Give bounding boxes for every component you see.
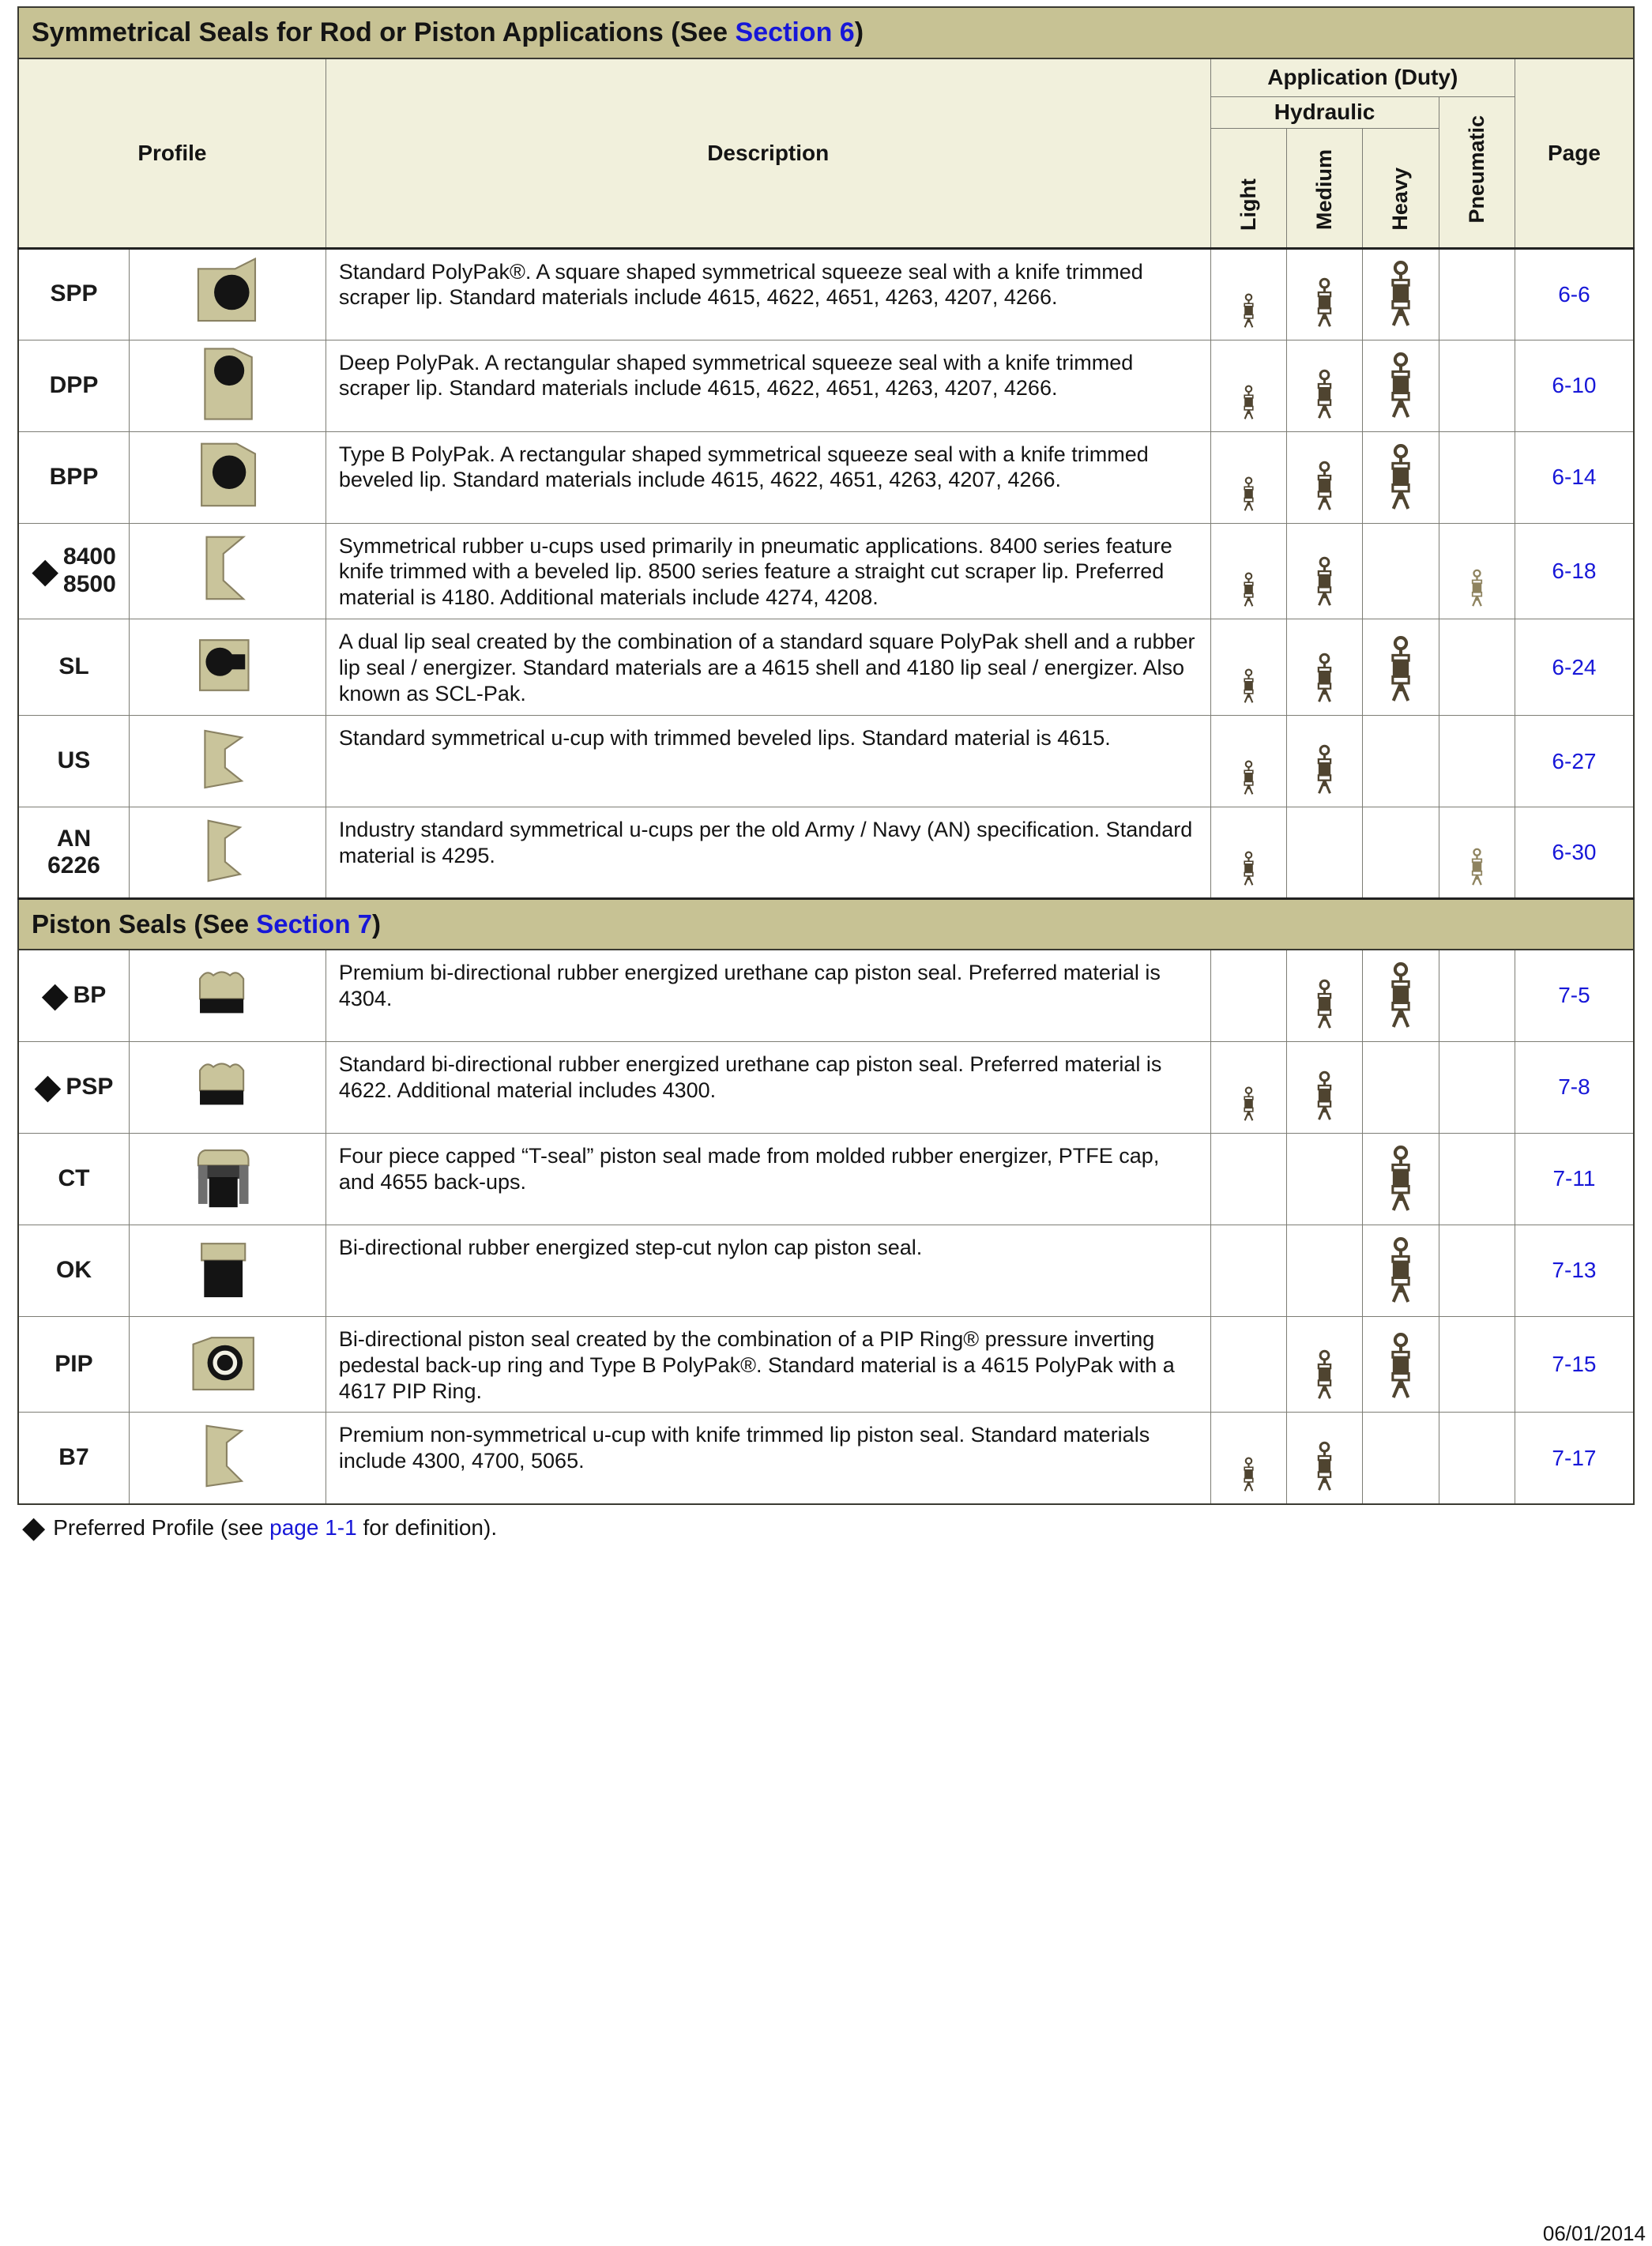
medium-duty-cylinder-icon — [1311, 1349, 1338, 1401]
section-6-link[interactable]: Section 6 — [735, 17, 855, 47]
heavy-duty-cylinder-icon — [1383, 961, 1418, 1031]
page-cell — [1515, 716, 1634, 807]
duty-heavy-cell — [1363, 716, 1439, 807]
page-link[interactable]: 6-24 — [1552, 654, 1597, 679]
page-cell — [1515, 431, 1634, 523]
symmetrical-seals-title-bar — [17, 6, 1635, 58]
duty-light-cell — [1210, 1316, 1286, 1413]
date-stamp: 06/01/2014 — [1542, 2222, 1646, 2245]
profile-description: Standard symmetrical u-cup with trimmed beveled lips. Standard material is 4615. — [338, 726, 1111, 751]
duty-heavy-cell — [1363, 1413, 1439, 1504]
table-row — [18, 1316, 1634, 1413]
duty-heavy-cell — [1363, 1316, 1439, 1413]
page-link[interactable]: 7-15 — [1552, 1352, 1597, 1377]
preferred-diamond-icon: ◆ — [32, 551, 59, 590]
medium-duty-cylinder-icon — [1311, 979, 1338, 1031]
heavy-duty-cylinder-icon — [1383, 260, 1418, 329]
profile-label: BP — [73, 982, 107, 1009]
page-link[interactable]: 7-17 — [1552, 1445, 1597, 1470]
duty-light-cell — [1210, 340, 1286, 431]
duty-light-cell — [1210, 248, 1286, 340]
profile-label-cell — [18, 619, 129, 716]
profile-description: Premium non-symmetrical u-cup with knife trimmed lip piston seal. Standard materials include 4300, 4700, 5065. — [338, 1423, 1150, 1473]
profile-description-cell — [326, 807, 1210, 899]
duty-pneumatic-cell — [1439, 1041, 1515, 1133]
profile-label: PSP — [66, 1073, 114, 1100]
table-row — [18, 1133, 1634, 1225]
profile-label: AN 6226 — [47, 825, 100, 879]
profile-image-cell — [129, 1225, 326, 1316]
duty-heavy-cell — [1363, 807, 1439, 899]
profile-label-cell — [18, 807, 129, 899]
profile-label-cell — [18, 1413, 129, 1504]
profile-image-cell — [129, 1413, 326, 1504]
header-hydraulic: Hydraulic — [1210, 96, 1439, 128]
duty-light-cell — [1210, 523, 1286, 619]
profile-label: B7 — [58, 1444, 89, 1471]
preferred-diamond-icon: ◆ — [41, 976, 69, 1015]
table-row — [18, 950, 1634, 1041]
profile-description: Symmetrical rubber u-cups used primarily in pneumatic applications. 8400 series feature knife trimmed with a beveled lip. 8500 series feature a straight cut scraper lip. Preferred material is 4180. Additional materials include 4274, 4208. — [338, 533, 1172, 610]
page-cell — [1515, 807, 1634, 899]
table-row — [18, 523, 1634, 619]
heavy-duty-cylinder-icon — [1383, 635, 1418, 705]
table-row — [18, 1225, 1634, 1316]
profile-description-cell — [326, 950, 1210, 1041]
page-link[interactable]: 6-14 — [1552, 465, 1597, 489]
medium-duty-cylinder-icon — [1311, 1441, 1338, 1493]
profile-description: Standard bi-directional rubber energized urethane cap piston seal. Preferred material is 4622. Additional material includes 4300. — [338, 1052, 1162, 1102]
duty-medium-cell — [1286, 1041, 1362, 1133]
8400-8500-profile-icon — [164, 527, 291, 611]
profile-image-cell — [129, 1041, 326, 1133]
profile-image-cell — [129, 1316, 326, 1413]
light-duty-cylinder-icon — [1240, 760, 1258, 796]
table-row — [18, 340, 1634, 431]
light-duty-cylinder-icon — [1240, 1457, 1258, 1493]
piston-seals-section-bar — [18, 899, 1634, 950]
profile-label-cell — [18, 431, 129, 523]
table-row — [18, 619, 1634, 716]
profile-image-cell — [129, 431, 326, 523]
footer-text: Preferred Profile (see page 1-1 for definition). — [53, 1514, 498, 1540]
page-cell — [1515, 1133, 1634, 1225]
duty-heavy-cell — [1363, 1133, 1439, 1225]
profile-description-cell — [326, 1225, 1210, 1316]
profile-description: Deep PolyPak. A rectangular shaped symmetrical squeeze seal with a knife trimmed scraper lip. Standard materials include 4615, 4622, 4651, 4263, 4207, 4266. — [338, 350, 1134, 401]
medium-duty-cylinder-icon — [1311, 1070, 1338, 1123]
profile-description: Four piece capped “T-seal” piston seal made from molded rubber energizer, PTFE cap, and 4655 back-ups. — [338, 1143, 1160, 1194]
duty-medium-cell — [1286, 619, 1362, 716]
profile-description: Industry standard symmetrical u-cups per the old Army / Navy (AN) specification. Standard material is 4295. — [338, 818, 1193, 868]
sl-profile-icon — [164, 623, 291, 707]
duty-pneumatic-cell — [1439, 431, 1515, 523]
profile-label-cell — [18, 248, 129, 340]
duty-heavy-cell — [1363, 1041, 1439, 1133]
an-6226-profile-icon — [164, 809, 291, 893]
duty-medium-cell — [1286, 1316, 1362, 1413]
page-link[interactable]: 7-11 — [1552, 1166, 1596, 1191]
profile-description: Bi-directional rubber energized step-cut nylon cap piston seal. — [338, 1235, 923, 1259]
duty-medium-cell — [1286, 248, 1362, 340]
profile-image-cell — [129, 523, 326, 619]
table-row — [18, 807, 1634, 899]
pneumatic-duty-cylinder-icon — [1467, 569, 1487, 608]
page-cell — [1515, 1041, 1634, 1133]
duty-heavy-cell — [1363, 950, 1439, 1041]
header-light: Light — [1210, 128, 1286, 248]
page-link[interactable]: 6-18 — [1552, 558, 1597, 583]
duty-pneumatic-cell — [1439, 523, 1515, 619]
profile-description-cell — [326, 523, 1210, 619]
profile-description-cell — [326, 619, 1210, 716]
rod-piston-rows — [18, 248, 1634, 899]
page-1-1-link[interactable]: page 1-1 — [269, 1514, 357, 1540]
page-cell — [1515, 340, 1634, 431]
page-cell — [1515, 1316, 1634, 1413]
profile-description: Bi-directional piston seal created by the combination of a PIP Ring® pressure inverting pedestal back-up ring and Type B PolyPak®. Standard material is a 4615 PolyPak with a 4617 PIP Ring. — [338, 1326, 1175, 1403]
header-description: Description — [326, 58, 1210, 248]
light-duty-cylinder-icon — [1240, 572, 1258, 608]
profile-label-cell — [18, 523, 129, 619]
duty-pneumatic-cell — [1439, 1316, 1515, 1413]
heavy-duty-cylinder-icon — [1383, 1332, 1418, 1401]
light-duty-cylinder-icon — [1240, 385, 1258, 421]
heavy-duty-cylinder-icon — [1383, 1236, 1418, 1306]
profile-label: BPP — [49, 463, 99, 490]
profile-image-cell — [129, 1133, 326, 1225]
light-duty-cylinder-icon — [1240, 668, 1258, 705]
header-heavy: Heavy — [1363, 128, 1439, 248]
duty-heavy-cell — [1363, 523, 1439, 619]
table-row — [18, 431, 1634, 523]
duty-medium-cell — [1286, 807, 1362, 899]
duty-heavy-cell — [1363, 431, 1439, 523]
piston-seals-section — [18, 899, 1634, 950]
piston-title-suffix: ) — [372, 909, 382, 939]
profile-image-cell — [129, 716, 326, 807]
profile-description: Type B PolyPak. A rectangular shaped symmetrical squeeze seal with a knife trimmed beveled lip. Standard materials include 4615, 4622, 4651, 4263, 4207, 4266. — [338, 442, 1149, 492]
duty-pneumatic-cell — [1439, 1413, 1515, 1504]
duty-pneumatic-cell — [1439, 716, 1515, 807]
table-row — [18, 1041, 1634, 1133]
duty-heavy-cell — [1363, 1225, 1439, 1316]
seal-selection-table — [17, 58, 1635, 1505]
profile-image-cell — [129, 340, 326, 431]
profile-description-cell — [326, 340, 1210, 431]
profile-image-cell — [129, 248, 326, 340]
page-cell — [1515, 1413, 1634, 1504]
duty-heavy-cell — [1363, 619, 1439, 716]
profile-label-cell — [18, 1316, 129, 1413]
page-link[interactable]: 6-10 — [1552, 373, 1597, 397]
profile-label: 8400 8500 — [63, 544, 116, 597]
profile-description-cell — [326, 431, 1210, 523]
table-header — [18, 58, 1634, 248]
profile-label-cell — [18, 340, 129, 431]
profile-label: CT — [58, 1164, 90, 1191]
profile-description-cell — [326, 1413, 1210, 1504]
duty-pneumatic-cell — [1439, 248, 1515, 340]
duty-light-cell — [1210, 1133, 1286, 1225]
duty-light-cell — [1210, 716, 1286, 807]
duty-pneumatic-cell — [1439, 950, 1515, 1041]
piston-rows — [18, 950, 1634, 1504]
profile-label-cell — [18, 1133, 129, 1225]
duty-pneumatic-cell — [1439, 1225, 1515, 1316]
duty-pneumatic-cell — [1439, 619, 1515, 716]
page-cell — [1515, 1225, 1634, 1316]
duty-light-cell — [1210, 1041, 1286, 1133]
profile-label: SPP — [50, 280, 98, 307]
duty-pneumatic-cell — [1439, 807, 1515, 899]
profile-image-cell — [129, 619, 326, 716]
duty-light-cell — [1210, 807, 1286, 899]
page-link[interactable]: 6-6 — [1558, 281, 1590, 307]
medium-duty-cylinder-icon — [1311, 744, 1338, 796]
medium-duty-cylinder-icon — [1311, 369, 1338, 421]
light-duty-cylinder-icon — [1240, 851, 1258, 887]
header-page: Page — [1515, 58, 1634, 248]
duty-heavy-cell — [1363, 340, 1439, 431]
title-suffix: ) — [854, 17, 864, 47]
us-profile-icon — [164, 717, 291, 801]
page-link[interactable]: 7-8 — [1558, 1074, 1590, 1100]
profile-image-cell — [129, 950, 326, 1041]
profile-label-cell — [18, 716, 129, 807]
medium-duty-cylinder-icon — [1311, 461, 1338, 513]
profile-description: A dual lip seal created by the combination of a standard square PolyPak shell and a rubber lip seal / energizer. Standard materials are a 4615 shell and 4180 lip seal / energizer. Also known as SCL-Pak. — [338, 630, 1195, 706]
page-link[interactable]: 7-13 — [1552, 1258, 1597, 1283]
profile-label: OK — [55, 1256, 92, 1283]
medium-duty-cylinder-icon — [1311, 653, 1338, 705]
b7-profile-icon — [164, 1414, 291, 1498]
preferred-diamond-icon: ◆ — [22, 1511, 46, 1544]
duty-light-cell — [1210, 950, 1286, 1041]
title-text: Symmetrical Seals for Rod or Piston Applications (See — [32, 17, 736, 47]
table-row — [18, 1413, 1634, 1504]
duty-light-cell — [1210, 1225, 1286, 1316]
profile-label-cell — [18, 950, 129, 1041]
duty-medium-cell — [1286, 1133, 1362, 1225]
ok-profile-icon — [164, 1227, 291, 1311]
heavy-duty-cylinder-icon — [1383, 352, 1418, 421]
profile-label: PIP — [55, 1350, 93, 1377]
page-cell — [1515, 248, 1634, 340]
duty-heavy-cell — [1363, 248, 1439, 340]
table-row — [18, 248, 1634, 340]
profile-description-cell — [326, 716, 1210, 807]
profile-label: US — [57, 747, 91, 774]
preferred-diamond-icon: ◆ — [34, 1067, 62, 1107]
light-duty-cylinder-icon — [1240, 293, 1258, 329]
duty-medium-cell — [1286, 716, 1362, 807]
profile-image-cell — [129, 807, 326, 899]
profile-description-cell — [326, 1041, 1210, 1133]
header-profile: Profile — [18, 58, 326, 248]
header-pneumatic: Pneumatic — [1439, 96, 1515, 248]
duty-medium-cell — [1286, 1413, 1362, 1504]
duty-pneumatic-cell — [1439, 1133, 1515, 1225]
page-cell — [1515, 619, 1634, 716]
table-row — [18, 716, 1634, 807]
page-link[interactable]: 6-30 — [1552, 840, 1597, 865]
medium-duty-cylinder-icon — [1311, 556, 1338, 608]
dpp-profile-icon — [164, 342, 291, 426]
duty-medium-cell — [1286, 1225, 1362, 1316]
piston-title-text: Piston Seals (See — [32, 909, 257, 939]
pneumatic-duty-cylinder-icon — [1467, 848, 1487, 887]
bpp-profile-icon — [164, 434, 291, 517]
profile-description-cell — [326, 248, 1210, 340]
duty-light-cell — [1210, 1413, 1286, 1504]
profile-label: SL — [58, 653, 89, 680]
duty-medium-cell — [1286, 523, 1362, 619]
medium-duty-cylinder-icon — [1311, 277, 1338, 329]
duty-light-cell — [1210, 431, 1286, 523]
profile-description-cell — [326, 1133, 1210, 1225]
profile-label-cell — [18, 1041, 129, 1133]
profile-description-cell — [326, 1316, 1210, 1413]
duty-light-cell — [1210, 619, 1286, 716]
footer-note — [17, 1513, 1635, 1543]
duty-pneumatic-cell — [1439, 340, 1515, 431]
pip-profile-icon — [164, 1321, 291, 1405]
heavy-duty-cylinder-icon — [1383, 443, 1418, 513]
light-duty-cylinder-icon — [1240, 476, 1258, 513]
catalog-page — [17, 6, 1635, 1543]
bp-profile-icon — [164, 952, 291, 1036]
header-medium: Medium — [1286, 128, 1362, 248]
page-cell — [1515, 523, 1634, 619]
page-link[interactable]: 6-27 — [1552, 748, 1597, 773]
light-duty-cylinder-icon — [1240, 1086, 1258, 1123]
header-application-duty: Application (Duty) — [1210, 58, 1515, 96]
page-link[interactable]: 7-5 — [1558, 983, 1590, 1008]
duty-medium-cell — [1286, 950, 1362, 1041]
profile-label: DPP — [49, 371, 99, 398]
profile-description: Standard PolyPak®. A square shaped symmetrical squeeze seal with a knife trimmed scraper lip. Standard materials include 4615, 4622, 4651, 4263, 4207, 4266. — [338, 259, 1143, 310]
profile-label-cell — [18, 1225, 129, 1316]
heavy-duty-cylinder-icon — [1383, 1145, 1418, 1214]
ct-profile-icon — [164, 1135, 291, 1219]
profile-description: Premium bi-directional rubber energized urethane cap piston seal. Preferred material is 4304. — [338, 961, 1161, 1011]
page-cell — [1515, 950, 1634, 1041]
section-7-link[interactable]: Section 7 — [256, 909, 373, 939]
psp-profile-icon — [164, 1044, 291, 1127]
duty-medium-cell — [1286, 431, 1362, 523]
duty-medium-cell — [1286, 340, 1362, 431]
spp-profile-icon — [164, 250, 291, 334]
